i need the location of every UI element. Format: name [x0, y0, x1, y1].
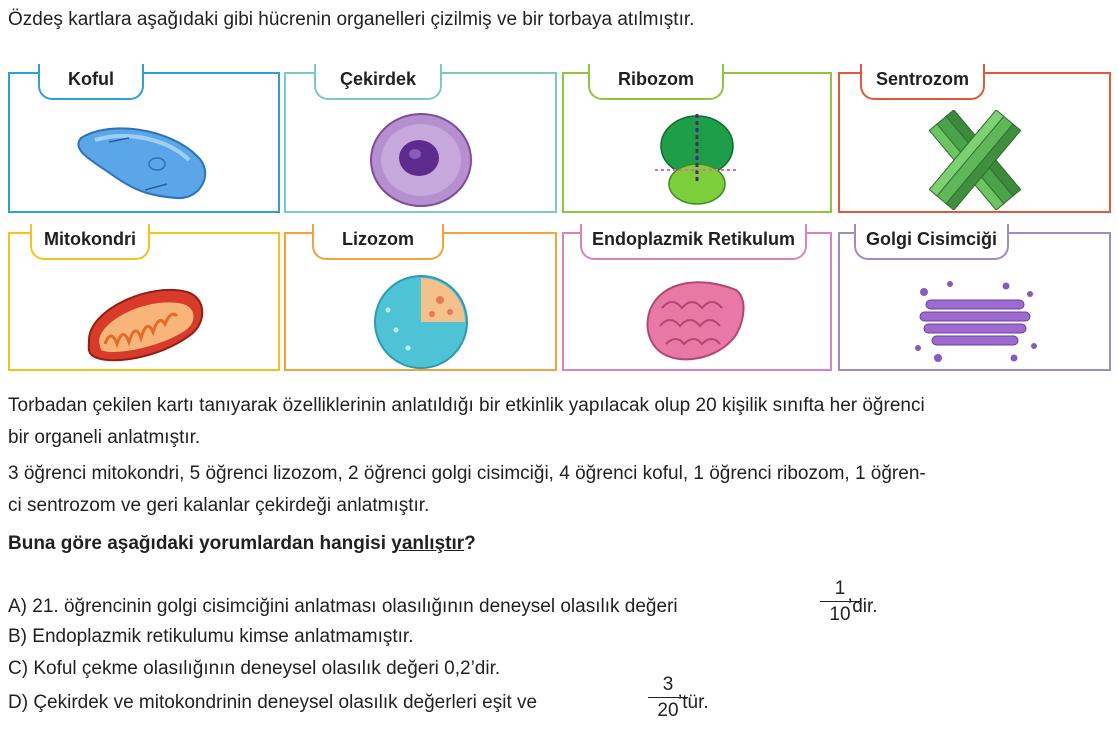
centrosome-illustration: [925, 110, 1025, 210]
option-c-text: C) Koful çekme olasılığının deneysel olasılık değeri 0,2’dir.: [8, 658, 501, 679]
question-emphasis: yanlıştır: [391, 533, 465, 554]
card-ribozom: [562, 69, 832, 213]
option-d[interactable]: [8, 691, 537, 715]
paragraph-1-line-2: bir organeli anlatmıştır.: [8, 427, 201, 448]
card-endoplazmik-retikulum: [562, 229, 832, 371]
card-mitokondri: [8, 229, 280, 371]
golgi-apparatus-illustration: [910, 270, 1040, 370]
card-koful: [8, 69, 280, 213]
option-c[interactable]: [8, 657, 500, 681]
vacuole-illustration: [69, 110, 219, 210]
card-label-golgi-cisimcigi: Golgi Cisimciği: [854, 224, 1009, 260]
paragraph-1-line-1: Torbadan çekilen kartı tanıyarak özelliklerinin anlatıldığı bir etkinlik yapılacak olup 20 kişilik sınıfta her öğrenci: [8, 395, 925, 416]
question-prefix: Buna göre aşağıdaki yorumlardan hangisi: [8, 533, 392, 554]
card-label-mitokondri: Mitokondri: [30, 224, 150, 260]
option-d-suffix: ’tür.: [678, 692, 709, 713]
paragraph-2-line-1: 3 öğrenci mitokondri, 5 öğrenci lizozom, 2 öğrenci golgi cisimciği, 4 öğrenci koful, 1 öğrenci ribozom, 1 öğren-: [8, 463, 926, 484]
option-a-suffix: ’dir.: [848, 596, 878, 617]
card-label-sentrozom: Sentrozom: [860, 64, 985, 100]
option-d-numerator: 3: [662, 674, 674, 695]
endoplasmic-reticulum-illustration: [642, 270, 752, 370]
paragraph-2-line-2: ci sentrozom ve geri kalanlar çekirdeği anlatmıştır.: [8, 495, 430, 516]
option-d-denominator: 20: [657, 700, 679, 721]
card-golgi-cisimcigi: [838, 229, 1111, 371]
card-sentrozom: [838, 69, 1111, 213]
mitochondria-illustration: [79, 270, 209, 370]
option-a-denominator: 10: [829, 604, 851, 625]
option-b[interactable]: [8, 625, 413, 649]
card-cekirdek: [284, 69, 557, 213]
option-a-text: A) 21. öğrencinin golgi cisimciğini anlatması olasılığının deneysel olasılık değeri: [8, 596, 678, 617]
nucleus-illustration: [361, 110, 481, 210]
option-a[interactable]: [8, 595, 678, 619]
option-a-numerator: 1: [834, 578, 846, 599]
card-lizozom: [284, 229, 557, 371]
question-suffix: ?: [464, 533, 476, 554]
card-label-lizozom: Lizozom: [312, 224, 444, 260]
option-b-text: B) Endoplazmik retikulumu kimse anlatmamıştır.: [8, 626, 414, 647]
card-label-ribozom: Ribozom: [588, 64, 724, 100]
ribosome-illustration: [647, 110, 747, 210]
card-label-endoplazmik-retikulum: Endoplazmik Retikulum: [580, 224, 807, 260]
question-stem: [8, 532, 476, 556]
lysosome-illustration: [366, 270, 476, 370]
option-d-text: D) Çekirdek ve mitokondrinin deneysel olasılık değerleri eşit ve: [8, 692, 538, 713]
intro-text: Özdeş kartlara aşağıdaki gibi hücrenin organelleri çizilmiş ve bir torbaya atılmıştır.: [8, 9, 695, 30]
card-label-cekirdek: Çekirdek: [314, 64, 442, 100]
card-label-koful: Koful: [38, 64, 144, 100]
